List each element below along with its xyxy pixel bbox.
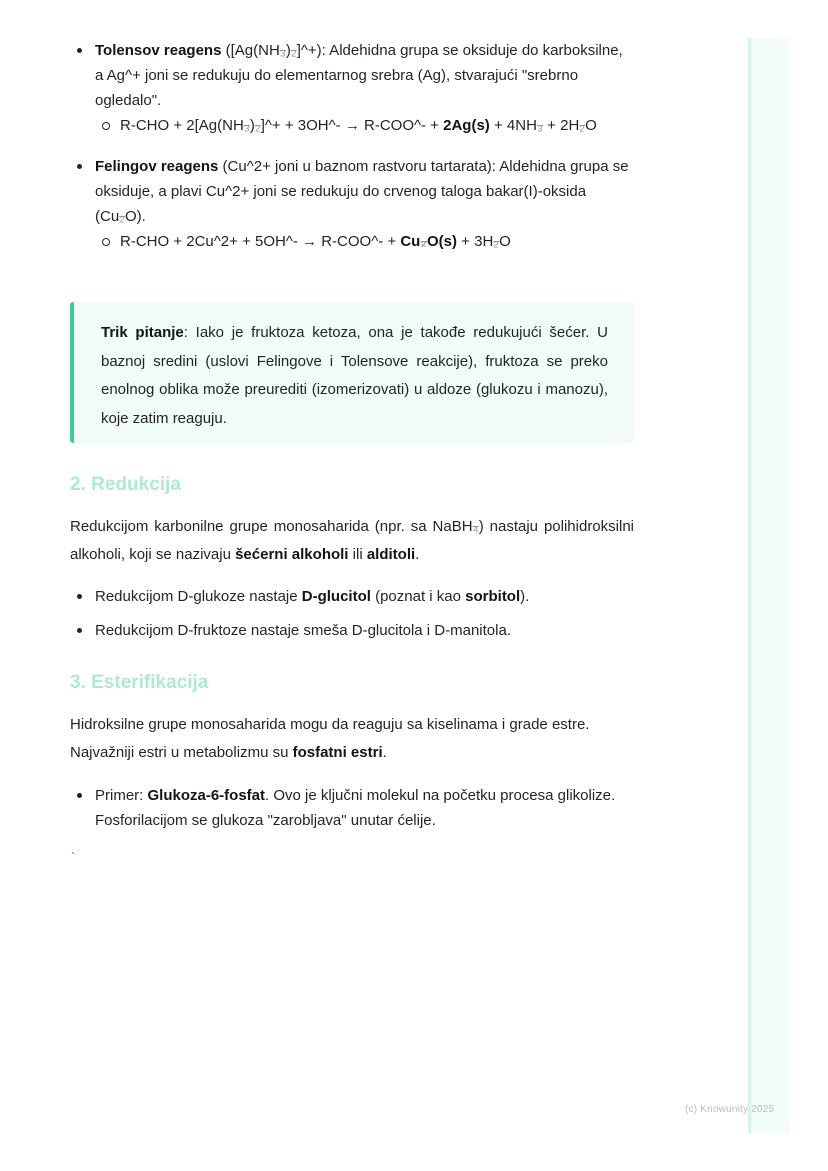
- reduction-list: [70, 584, 634, 643]
- tollens-equation: [120, 113, 634, 138]
- subscript: ₂: [493, 233, 500, 250]
- paragraph-text: Hidroksilne grupe monosaharida mogu da reaguju sa kiselinama i grade estre. Najvažniji estri u metabolizmu su: [70, 716, 590, 761]
- bullet-text: ).: [520, 588, 530, 605]
- fehling-text: (Cu^2+ joni u baznom rastvoru tartarata): Aldehidna grupa se oksiduje, a plavi Cu^2+ joni se redukuju do crvenog taloga bakar(I)-oksida (Cu: [95, 158, 629, 225]
- equation-product-bold: [400, 233, 457, 250]
- paragraph-text: Redukcijom karbonilne grupe monosaharida (npr. sa NaBH: [70, 518, 473, 535]
- bullet-text: (poznat i kao: [370, 588, 466, 605]
- tollens-equation-list: [95, 113, 634, 138]
- term-alditols: alditoli: [366, 546, 416, 563]
- paragraph-text: .: [382, 744, 387, 761]
- subscript: ₃: [243, 117, 250, 134]
- list-item-fehling: [95, 154, 634, 254]
- equation-bold-text: O(s): [427, 233, 458, 250]
- subscript: ₂: [420, 233, 428, 250]
- equation-text: O: [499, 233, 511, 250]
- bullet-text: Redukcijom D-glukoze nastaje: [95, 588, 302, 605]
- stray-backtick: `: [71, 850, 75, 864]
- trick-question-callout: [70, 302, 634, 443]
- reduction-bullets: [70, 584, 634, 643]
- bullet-text: Redukcijom D-fruktoze nastaje smeša D-glucitola i D-manitola.: [95, 622, 511, 639]
- subscript: ₂: [290, 42, 297, 59]
- reagents-list: [70, 38, 634, 254]
- equation-text: + 2H: [543, 117, 580, 134]
- paragraph-text: ili: [348, 546, 367, 563]
- term-sorbitol: sorbitol: [465, 588, 521, 605]
- tollens-text: ([Ag(NH: [221, 42, 280, 59]
- paragraph-text: ) nastaju polihidroksilni alkoholi, koji se nazivaju: [70, 518, 634, 563]
- equation-text: ]^+ + 3OH^- → R-COO^- +: [260, 117, 444, 134]
- equation-bold-text: Cu: [400, 233, 421, 250]
- tollens-name: Tolensov reagens: [95, 42, 222, 59]
- term-glucose-6-phosphate: Glukoza-6-fosfat: [147, 787, 266, 804]
- list-item: [95, 584, 634, 609]
- list-item-tollens: [95, 38, 634, 138]
- fehling-equation: [120, 229, 634, 254]
- term-sugar-alcohols: šećerni alkoholi: [235, 546, 349, 563]
- esterification-list: [70, 783, 634, 833]
- subscript: ₃: [279, 42, 286, 59]
- tollens-text: ): [285, 42, 291, 59]
- list-item: [95, 618, 634, 643]
- equation-text: + 4NH: [489, 117, 537, 134]
- bullet-text: Primer:: [95, 787, 148, 804]
- copyright-footer: (c) Knowunity 2025: [685, 1104, 775, 1115]
- subscript: ₄: [472, 518, 479, 535]
- fehling-name: Felingov reagens: [95, 158, 219, 175]
- equation-text: O: [585, 117, 597, 134]
- callout-text: : Iako je fruktoza ketoza, ona je takođe redukujući šećer. U baznoj sredini (uslovi Felingove i Tolensove reakcije), fruktoza se preko enolnog oblika može preurediti (izomerizovati) u aldoze (glukozu i manozu), koje zatim reaguju.: [101, 324, 608, 427]
- equation-text: ): [249, 117, 255, 134]
- bullet-text: . Ovo je ključni molekul na početku procesa glikolize. Fosforilacijom se glukoza "zarobljava" unutar ćelije.: [95, 787, 616, 829]
- subscript: ₃: [536, 117, 544, 134]
- fehling-text: O).: [125, 208, 146, 225]
- reagents-section: [70, 38, 634, 254]
- section-heading-esterification: 3. Esterifikacija: [70, 672, 209, 693]
- term-d-glucitol: D-glucitol: [301, 588, 371, 605]
- equation-product-bold: 2Ag(s): [443, 117, 490, 134]
- subscript: ₂: [254, 117, 261, 134]
- subscript: ₂: [119, 208, 125, 225]
- paragraph-text: .: [415, 546, 420, 563]
- page-side-decoration: [748, 38, 790, 1133]
- esterification-paragraph: [70, 711, 634, 767]
- section-heading-reduction: 2. Redukcija: [70, 474, 181, 495]
- equation-text: + 3H: [457, 233, 494, 250]
- equation-text: R-CHO + 2Cu^2+ + 5OH^- → R-COO^- +: [120, 233, 401, 250]
- term-phosphate-esters: fosfatni estri: [292, 744, 383, 761]
- tollens-text: ]^+): Aldehidna grupa se oksiduje do karboksilne, a Ag^+ joni se redukuju do elementarnog srebra (Ag), stvarajući "srebrno ogledalo".: [95, 42, 623, 109]
- callout-label: Trik pitanje: [101, 324, 184, 341]
- equation-text: R-CHO + 2[Ag(NH: [120, 117, 244, 134]
- list-item: [95, 783, 634, 833]
- fehling-equation-list: [95, 229, 634, 254]
- subscript: ₂: [579, 117, 586, 134]
- esterification-bullets: [70, 783, 634, 833]
- reduction-paragraph: [70, 513, 634, 569]
